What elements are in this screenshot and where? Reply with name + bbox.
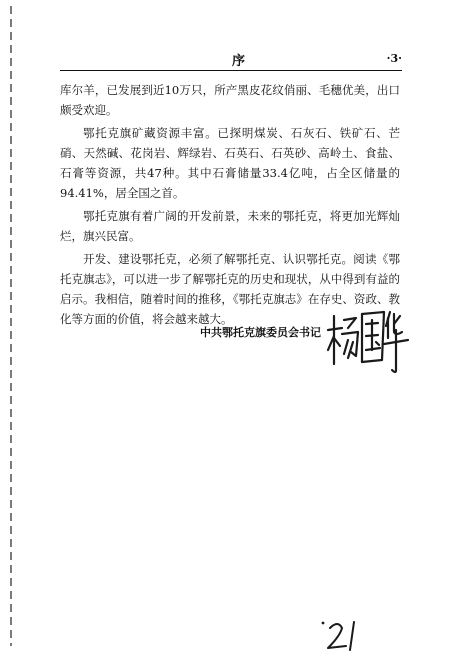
scan-page-edge — [10, 6, 12, 646]
paragraph-prospects: 鄂托克旗有着广阔的开发前景，未来的鄂托克，将更加光辉灿烂，旗兴民富。 — [60, 209, 400, 243]
handwritten-signature — [326, 306, 410, 376]
body-text — [60, 80, 400, 332]
paragraph-resources: 鄂托克旗矿藏资源丰富。已探明煤炭、石灰石、铁矿石、芒硝、天然碱、花岗岩、辉绿岩、石英石、石英砂、高岭土、食盐、石膏等资源，共47种。其中石膏储量33.4亿吨，占全区储量的94.41%，居全国之首。 — [60, 126, 400, 200]
signature-title: 中共鄂托克旗委员会书记 — [200, 326, 321, 339]
paragraph-reading: 开发、建设鄂托克，必须了解鄂托克、认识鄂托克。阅读《鄂托克旗志》，可以进一步了解鄂托克的历史和现状，从中得到有益的启示。我相信，随着时间的推移，《鄂托克旗志》在存史、资政、教化等方面的价值，将会越来越大。 — [60, 252, 400, 326]
section-title: 序 — [232, 54, 246, 69]
page-number: ·3· — [386, 52, 402, 65]
header-rule — [60, 70, 402, 71]
handwritten-corner-mark — [320, 618, 364, 652]
page-header — [60, 48, 402, 70]
paragraph-continuation: 库尔羊，已发展到近10万只，所产黑皮花纹俏丽、毛穗优美，出口颇受欢迎。 — [60, 83, 400, 117]
